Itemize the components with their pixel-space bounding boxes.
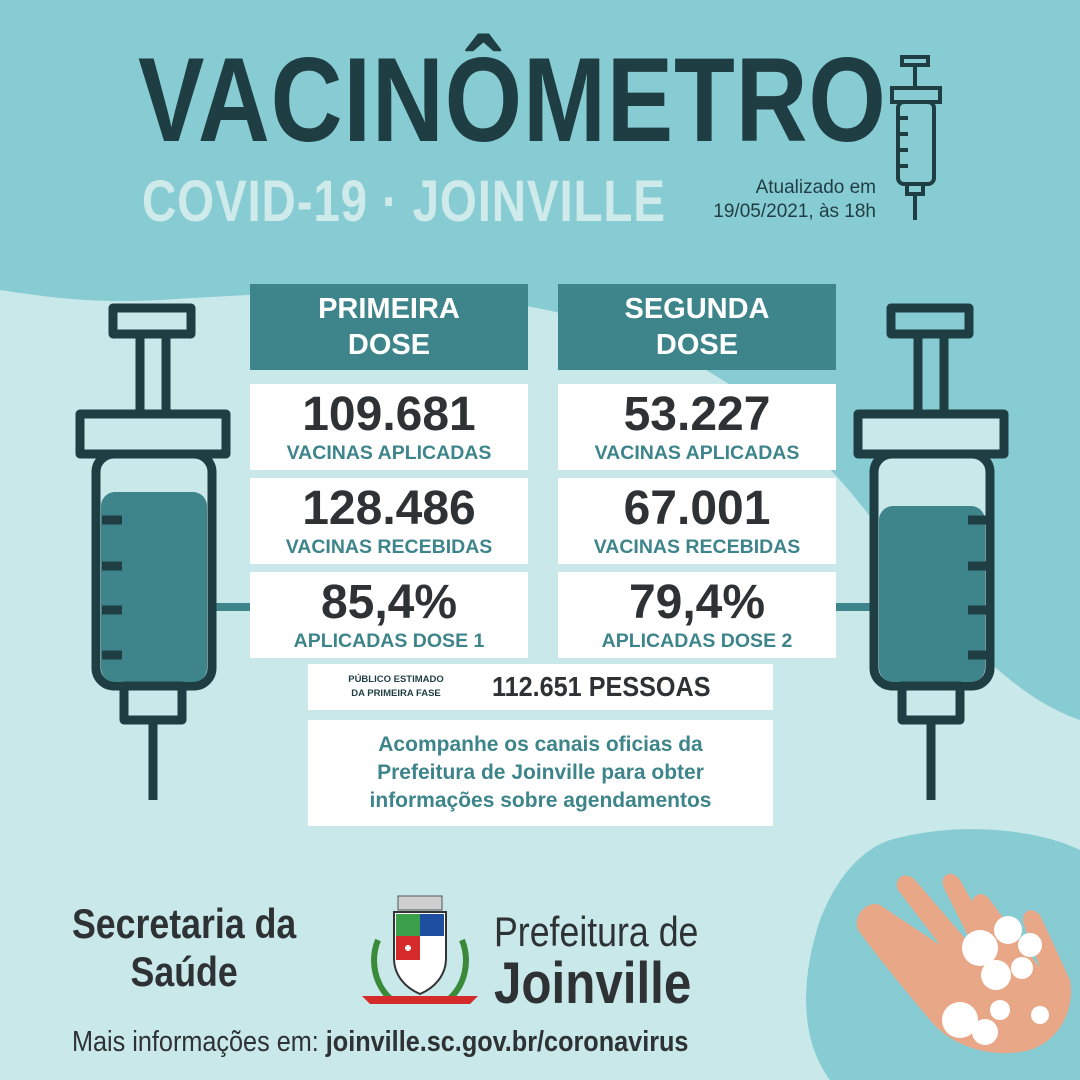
secretaria-line2: Saúde	[130, 948, 238, 995]
second-dose-received-label: VACINAS RECEBIDAS	[593, 536, 801, 558]
first-dose-applied-card	[250, 384, 528, 470]
first-dose-percent-label: APLICADAS DOSE 1	[293, 630, 485, 652]
public-estimate-label-line2: DA PRIMEIRA FASE	[351, 688, 441, 699]
first-dose-percent-card	[250, 572, 528, 658]
first-dose-received-value: 128.486	[302, 482, 476, 535]
first-dose-applied-label: VACINAS APLICADAS	[286, 442, 492, 464]
page-subtitle: COVID-19 · JOINVILLE	[142, 169, 666, 234]
second-dose-applied-value: 53.227	[623, 388, 771, 441]
info-box	[308, 720, 773, 826]
prefeitura-logo	[494, 910, 698, 1014]
second-dose-percent-card	[558, 572, 836, 658]
first-dose-applied-value: 109.681	[302, 388, 476, 441]
public-estimate-label	[336, 673, 456, 701]
secretaria-line1: Secretaria da	[72, 900, 297, 947]
second-dose-applied-card	[558, 384, 836, 470]
first-dose-header-line1: PRIMEIRA	[318, 293, 460, 325]
prefeitura-line1: Prefeitura de	[494, 908, 699, 955]
info-line-3: informações sobre agendamentos	[369, 789, 712, 812]
syringe-icon	[80, 308, 226, 800]
more-info-label: Mais informações em:	[72, 1026, 319, 1058]
updated-date: 19/05/2021, às 18h	[713, 201, 876, 222]
info-line-1: Acompanhe os canais oficias da	[378, 733, 703, 756]
first-dose-header	[250, 284, 528, 370]
page-title: VACINÔMETRO	[138, 33, 887, 167]
second-dose-header-line1: SEGUNDA	[624, 293, 770, 325]
updated-label: Atualizado em	[755, 177, 876, 198]
public-estimate-value: 112.651 PESSOAS	[492, 671, 711, 702]
first-dose-header-line2: DOSE	[347, 329, 431, 361]
second-dose-percent-label: APLICADAS DOSE 2	[601, 630, 793, 652]
second-dose-header	[558, 284, 836, 370]
more-info-footer	[72, 1026, 688, 1059]
public-estimate-label-line1: PÚBLICO ESTIMADO	[348, 674, 444, 685]
more-info-link[interactable]: joinville.sc.gov.br/coronavirus	[325, 1026, 689, 1058]
second-dose-received-card	[558, 478, 836, 564]
updated-timestamp	[713, 176, 876, 224]
first-dose-received-card	[250, 478, 528, 564]
first-dose-received-label: VACINAS RECEBIDAS	[285, 536, 493, 558]
second-dose-received-value: 67.001	[623, 482, 771, 535]
secretaria-da-saude-logo	[72, 900, 296, 996]
second-dose-applied-label: VACINAS APLICADAS	[594, 442, 800, 464]
public-estimate-bar	[308, 664, 773, 710]
info-line-2: Prefeitura de Joinville para obter	[377, 761, 704, 784]
second-dose-header-line2: DOSE	[655, 329, 739, 361]
prefeitura-line2: Joinville	[494, 951, 692, 1016]
first-dose-percent-value: 85,4%	[320, 576, 458, 629]
second-dose-percent-value: 79,4%	[628, 576, 766, 629]
coat-of-arms-icon	[362, 896, 478, 1004]
